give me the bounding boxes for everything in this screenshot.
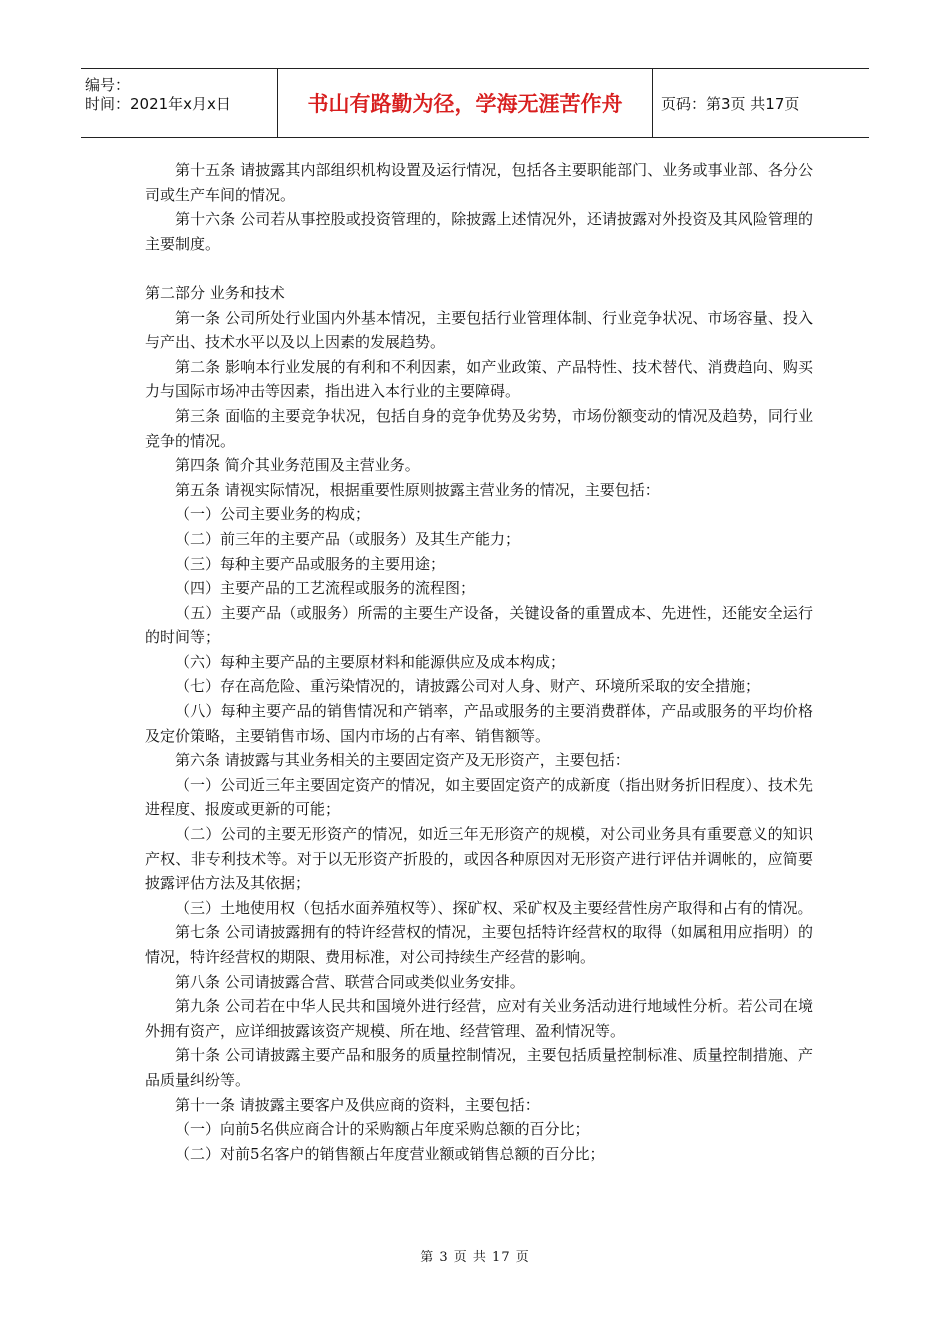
paragraph: 第十五条 请披露其内部组织机构设置及运行情况，包括各主要职能部门、业务或事业部、各分公司或生产车间的情况。 [145, 161, 813, 204]
paragraph: 第三条 面临的主要竞争状况，包括自身的竞争优势及劣势，市场份额变动的情况及趋势，同行业竞争的情况。 [145, 406, 813, 450]
paragraph: 第四条 简介其业务范围及主营业务。 [175, 456, 420, 475]
list-item: （二）公司的主要无形资产的情况，如近三年无形资产的规模，对公司业务具有重要意义的知识产权、非专利技术等。对于以无形资产折股的，或因各种原因对无形资产进行评估并调帐的，应简要披露评估方法及其依据； [145, 825, 813, 893]
list-item: （三）每种主要产品或服务的主要用途； [175, 554, 446, 573]
list-item: （一）公司近三年主要固定资产的情况，如主要固定资产的成新度（指出财务折旧程度）、技术先进程度、报废或更新的可能； [145, 775, 813, 819]
paragraph: 第九条 公司若在中华人民共和国境外进行经营，应对有关业务活动进行地域性分析。若公司在境外拥有资产，应详细披露该资产规模、所在地、经营管理、盈利情况等。 [145, 997, 813, 1040]
paragraph: 第一条 公司所处行业国内外基本情况，主要包括行业管理体制、行业竞争状况、市场容量、投入与产出、技术水平以及以上因素的发展趋势。 [145, 308, 813, 352]
paragraph: 第十条 公司请披露主要产品和服务的质量控制情况，主要包括质量控制标准、质量控制措施、产品质量纠纷等。 [145, 1046, 813, 1089]
page-footer: 第 3 页 共 17 页 [420, 1250, 530, 1265]
paragraph: 第五条 请视实际情况，根据重要性原则披露主营业务的情况，主要包括： [175, 480, 660, 499]
section-title: 第二部分 业务和技术 [145, 283, 285, 302]
list-item: （三）土地使用权（包括水面养殖权等）、探矿权、采矿权及主要经营性房产取得和占有的情况。 [175, 898, 813, 917]
paragraph: 第七条 公司请披露拥有的特许经营权的情况，主要包括特许经营权的取得（如属租用应指明）的情况，特许经营权的期限、费用标准，对公司持续生产经营的影响。 [145, 923, 813, 966]
paragraph: 第八条 公司请披露合营、联营合同或类似业务安排。 [175, 972, 525, 991]
document-number-label: 编号： [85, 76, 131, 94]
document-body [145, 158, 813, 1166]
header-motto: 书山有路勤为径，学海无涯苦作舟 [278, 69, 653, 137]
paragraph: 第十六条 公司若从事控股或投资管理的，除披露上述情况外，还请披露对外投资及其风险管理的主要制度。 [145, 210, 813, 253]
list-item: （六）每种主要产品的主要原材料和能源供应及成本构成； [175, 652, 566, 671]
paragraph: 第六条 请披露与其业务相关的主要固定资产及无形资产，主要包括： [175, 751, 630, 770]
paragraph: 第十一条 请披露主要客户及供应商的资料，主要包括： [175, 1095, 540, 1114]
paragraph: 第二条 影响本行业发展的有利和不利因素，如产业政策、产品特性、技术替代、消费趋向、购买力与国际市场冲击等因素，指出进入本行业的主要障碍。 [145, 357, 813, 401]
list-item: （二）前三年的主要产品（或服务）及其生产能力； [175, 529, 521, 548]
list-item: （五）主要产品（或服务）所需的主要生产设备，关键设备的重置成本、先进性，还能安全运行的时间等； [145, 603, 813, 647]
document-date: 时间：2021年x月x日 [85, 95, 231, 113]
list-item: （一）向前5名供应商合计的采购额占年度采购总额的百分比； [175, 1120, 590, 1139]
list-item: （七）存在高危险、重污染情况的，请披露公司对人身、财产、环境所采取的安全措施； [175, 677, 761, 696]
list-item: （一）公司主要业务的构成； [175, 505, 371, 524]
header-page-info: 页码：第3页 共17页 [661, 94, 800, 113]
page-header [81, 68, 869, 138]
list-item: （二）对前5名客户的销售额占年度营业额或销售总额的百分比； [175, 1144, 605, 1163]
list-item: （四）主要产品的工艺流程或服务的流程图； [175, 579, 476, 598]
header-meta [81, 69, 278, 137]
list-item: （八）每种主要产品的销售情况和产销率，产品或服务的主要消费群体，产品或服务的平均价格及定价策略，主要销售市场、国内市场的占有率、销售额等。 [145, 702, 813, 745]
